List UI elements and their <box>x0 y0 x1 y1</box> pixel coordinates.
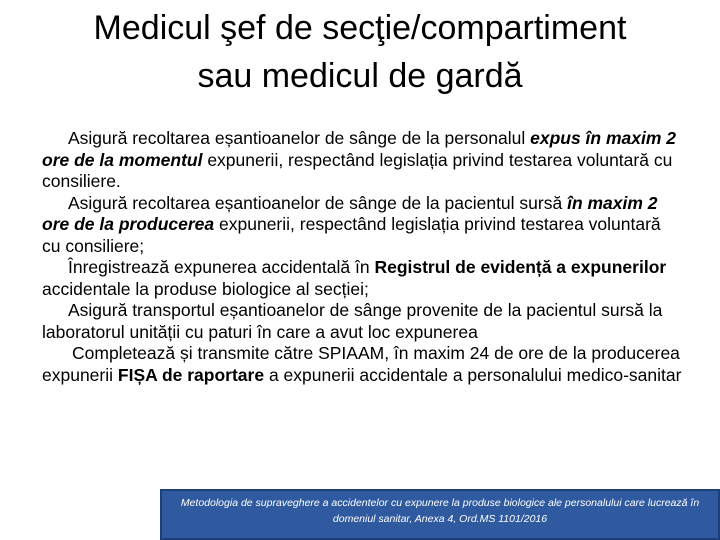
title-line-2: sau medicul de gardă <box>197 57 523 95</box>
title-line-1: Medicul şef de secţie/compartiment <box>93 9 627 47</box>
paragraph-5-text-c: a expunerii accidentale a personalului medico-sanitar <box>264 364 682 385</box>
paragraph-3-text-c: accidentale la produse biologice al secției; <box>42 278 369 299</box>
footer-reference-box <box>160 489 720 540</box>
paragraph-2-text-a: Asigură recoltarea eșantioanelor de sânge de la pacientul sursă <box>68 192 568 213</box>
paragraph-5 <box>42 343 682 386</box>
paragraph-3-emphasis: Registrul de evidență a expunerilor <box>374 257 667 277</box>
paragraph-4 <box>42 300 682 343</box>
slide-body <box>42 128 682 386</box>
footer-reference-text: Metodologia de supraveghere a accidentelor cu expunere la produse biologice ale personalului care lucrează în domeniul sanitar, Anexa 4, Ord.MS 1101/2016 <box>180 497 700 525</box>
paragraph-1-text-a: Asigură recoltarea eșantioanelor de sânge de la personalul <box>68 128 531 148</box>
paragraph-3 <box>42 257 682 300</box>
paragraph-3-text-a: Înregistrează expunerea accidentală în <box>68 257 375 277</box>
paragraph-5-text-a: Completează și transmite către SPIAAM, în maxim 24 de ore de la producerea expunerii <box>42 343 680 385</box>
paragraph-5-emphasis: FIȘA de raportare <box>117 364 265 385</box>
paragraph-1 <box>42 128 682 193</box>
paragraph-2-text-c: expunerii, respectând legislația privind testarea voluntară cu consiliere; <box>42 214 661 256</box>
paragraph-1-text-c: expunerii, respectând legislația privind testarea voluntară cu consiliere. <box>42 149 673 191</box>
slide-title <box>20 4 700 100</box>
paragraph-1-emphasis: expus în maxim 2 ore de la momentul <box>42 128 677 170</box>
paragraph-2-emphasis: în maxim 2 ore de la producerea <box>42 192 658 234</box>
paragraph-2 <box>42 193 682 258</box>
paragraph-4-text-a: Asigură transportul eșantioanelor de sânge provenite de la pacientul sursă la laboratorul unității cu paturi în care a avut loc expunerea <box>42 300 663 342</box>
